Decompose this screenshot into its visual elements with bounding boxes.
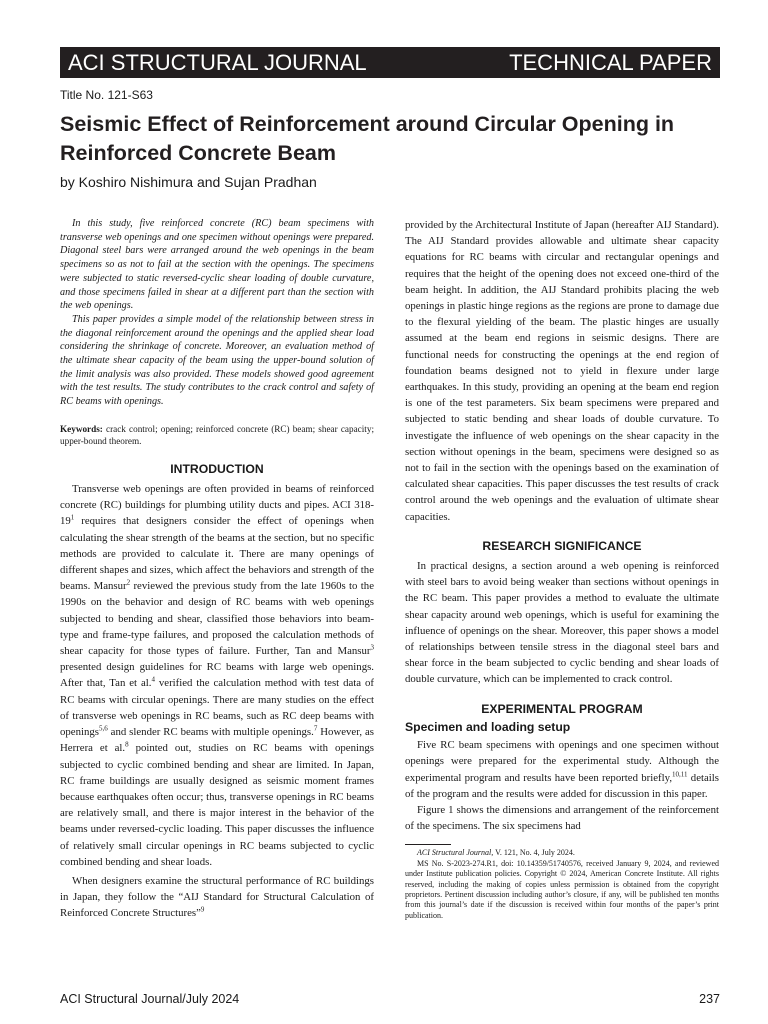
introduction-paragraph-2: When designers examine the structural performance of RC buildings in Japan, they follow the “AIJ Standard for Structural Calculation of Reinforced Concrete Structures”$^9$	[60, 874, 374, 920]
title-number: Title No. 121-S63	[60, 88, 153, 102]
introduction-paragraph-2-continued: provided by the Architectural Institute of Japan (hereafter AIJ Standard). The AIJ Standard provides allowable and ultimate shear capacity equations for RC beams with circular and rectangular openings and requires that the height of the opening does not exceed one-third of the beam height. In addition, the AIJ Standard prohibits placing the web openings in plastic hinge regions as the regions are prone to damage due to the flexural yielding of the beam. The plastic hinges are usually assumed at the beam end regions in seismic designs. There are functional needs for constructing the openings at the end region of foundation beams designed not to yield in flexure under large earthquakes. In this study, providing an opening at the beam end region is one of the test parameters. Six beam specimens were prepared and subjected to static bending and shear loads of double curvature. To investigate the influence of web openings on the shear capacity in the section without openings in the beam, specimens were designed so as not to fail in the section with the openings based on the examination of calculated shear capacities. This paper discusses the test results of crack control around the web openings and the evaluation of ultimate shear capacities.	[405, 219, 719, 523]
footer-journal: ACI Structural Journal/July 2024	[60, 992, 240, 1006]
left-column	[60, 217, 374, 922]
paper-type: TECHNICAL PAPER	[509, 49, 712, 75]
authors: by Koshiro Nishimura and Sujan Pradhan	[60, 174, 317, 190]
experimental-paragraph-1: Five RC beam specimens with openings and one specimen without openings were prepared for the experimental study. Although the experimental program and results have been reported briefly,$^{10,11}$ details of the program and the results were added for discussion in this paper.	[405, 739, 719, 800]
footnote-text: MS No. S-2023-274.R1, doi: 10.14359/51740576, received January 9, 2024, and reviewed under Institute publication policies. Copyright © 2024, American Concrete Institute. All rights reserved, including the making of copies unless permission is obtained from the copyright proprietors. Pertinent discussion including author’s closure, if any, will be published ten months from this journal’s date if the discussion is received within four months of the paper’s print publication.	[405, 858, 719, 920]
right-column	[405, 217, 719, 921]
abstract-paragraph-1: In this study, five reinforced concrete (RC) beam specimens with transverse web openings and one specimen without openings were prepared. Diagonal steel bars were arranged around the web openings in the beam specimens so as not to fail at the section with the openings. The specimens were subjected to static reversed-cyclic shear loading of double curvature, and those specimens failed in shear at a different part than the section with the web openings.	[60, 218, 374, 312]
specimen-loading-subheading: Specimen and loading setup	[405, 719, 571, 734]
page-number: 237	[699, 992, 720, 1006]
research-significance-paragraph: In practical designs, a section around a web opening is reinforced with steel bars to avoid being weaker than sections without openings in the RC beam. This paper provides a method to evaluate the ultimate shear capacity around web openings, which is useful for examining the influence of openings on the shear. Moreover, this paper shows a model of relationships between tensile stress in the diagonal steel bars and shear force in the beam subjected to cyclic bending and shear loads of double curvature, which can be implemented to crack control.	[405, 560, 719, 686]
footnote-divider	[405, 844, 451, 845]
abstract-paragraph-2: This paper provides a simple model of the relationship between stress in the diagonal reinforcement around the openings and the applied shear load considering the shrinkage of concrete. Moreover, an evaluation method of the ultimate shear capacity of the beam using the upper-bound solution of the limit analysis was also provided. These models showed good agreement with the test results. The study contributes to the crack control and safety of RC beams with openings.	[60, 313, 374, 408]
research-significance-heading: RESEARCH SIGNIFICANCE	[482, 538, 642, 553]
keywords-text: crack control; opening; reinforced concrete (RC) beam; shear capacity; upper-bound theorem.	[60, 423, 374, 447]
journal-header-bar	[60, 47, 720, 78]
paper-title: Seismic Effect of Reinforcement around Circular Opening in Reinforced Concrete Beam	[60, 112, 675, 165]
keywords-label: Keywords:	[60, 423, 103, 434]
footnote-citation: ACI Structural Journal, V. 121, No. 4, July 2024.	[417, 848, 575, 858]
experimental-program-heading: EXPERIMENTAL PROGRAM	[481, 701, 643, 716]
experimental-paragraph-2: Figure 1 shows the dimensions and arrangement of the reinforcement of the specimens. The six specimens had	[405, 803, 719, 833]
journal-name: ACI STRUCTURAL JOURNAL	[68, 49, 367, 75]
introduction-heading: INTRODUCTION	[170, 461, 264, 476]
keywords	[60, 423, 374, 448]
introduction-paragraph-1: Transverse web openings are often provided in beams of reinforced concrete (RC) buildings for plumbing utility ducts and pipes. ACI $318-19^1$ requires that designers consider the effect of openings when calculating the shear strength of the beams at the section, but no specific methods are provided to calculate it. There are many openings of different shapes and sizes, which affect the behaviors and strength of the beams. Mansur$^2$ reviewed the previous study from the late 1960s to the 1990s on the behavior and design of RC beams with web openings subjected to bending and shear, classified those behaviors into beam-type and frame-type failures, and proposed the calculation methods of shear capacity for those types of failure. Further, Tan and Mansur$^3$ presented design guidelines for RC beams with large web openings. After that, Tan et al.$^4$ verified the calculation method with test data of RC beams with circular openings. There are many studies on the effect of transverse web openings in RC beams, such as RC deep beams with openings$^{5,6}$ and slender RC beams with multiple openings.$^7$ However, as Herrera et al.$^8$ pointed out, studies on RC beams with openings subjected to cyclic combined bending and shear are limited. In Japan, RC frame buildings are usually designed as seismic moment frames because earthquakes often occur; thus, transverse openings in RC beams are relatively small, and there is major interest in the behavior of the beams under reversed-cyclic loading. This paper discusses the influence of relatively small circular openings in RC beams subjected to cyclic combined bending and shear loads.	[60, 483, 375, 868]
